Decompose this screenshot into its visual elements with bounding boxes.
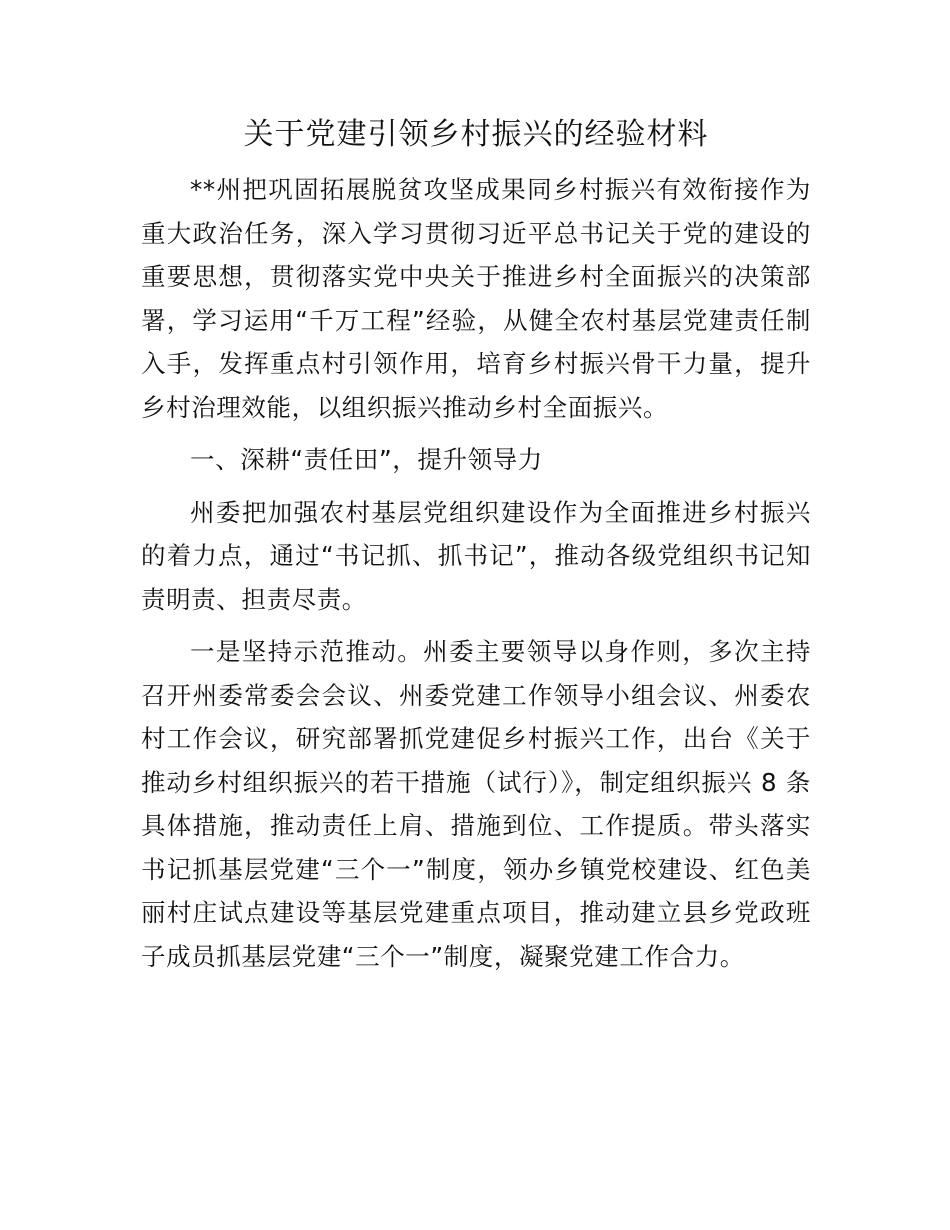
document-title: 关于党建引领乡村振兴的经验材料 (243, 117, 709, 152)
section-1-point-1-paragraph: 一是坚持示范推动。州委主要领导以身作则，多次主持召开州委常委会会议、州委党建工作领导小组会议、州委农村工作会议，研究部署抓党建促乡村振兴工作，出台《关于推动乡村组织振兴的若干措施（试行）》，制定组织振兴 8 条具体措施，推动责任上肩、措施到位、工作提质。带头落实书记抓基层党建“三个一”制度，领办乡镇党校建设、红色美丽村庄试点建设等基层党建重点项目，推动建立县乡党政班子成员抓基层党建“三个一”制度，凝聚党建工作合力。 (141, 637, 811, 971)
intro-paragraph: **州把巩固拓展脱贫攻坚成果同乡村振兴有效衔接作为重大政治任务，深入学习贯彻习近平总书记关于党的建设的重要思想，贯彻落实党中央关于推进乡村全面振兴的决策部署，学习运用“千万工程”经验，从健全农村基层党建责任制入手，发挥重点村引领作用，培育乡村振兴骨干力量，提升乡村治理效能，以组织振兴推动乡村全面振兴。 (141, 175, 811, 422)
section-1-paragraph: 州委把加强农村基层党组织建设作为全面推进乡村振兴的着力点，通过“书记抓、抓书记”，推动各级党组织书记知责明责、担责尽责。 (141, 497, 811, 614)
section-heading-1: 一、深耕“责任田”，提升领导力 (190, 445, 543, 474)
document-body (141, 168, 811, 987)
